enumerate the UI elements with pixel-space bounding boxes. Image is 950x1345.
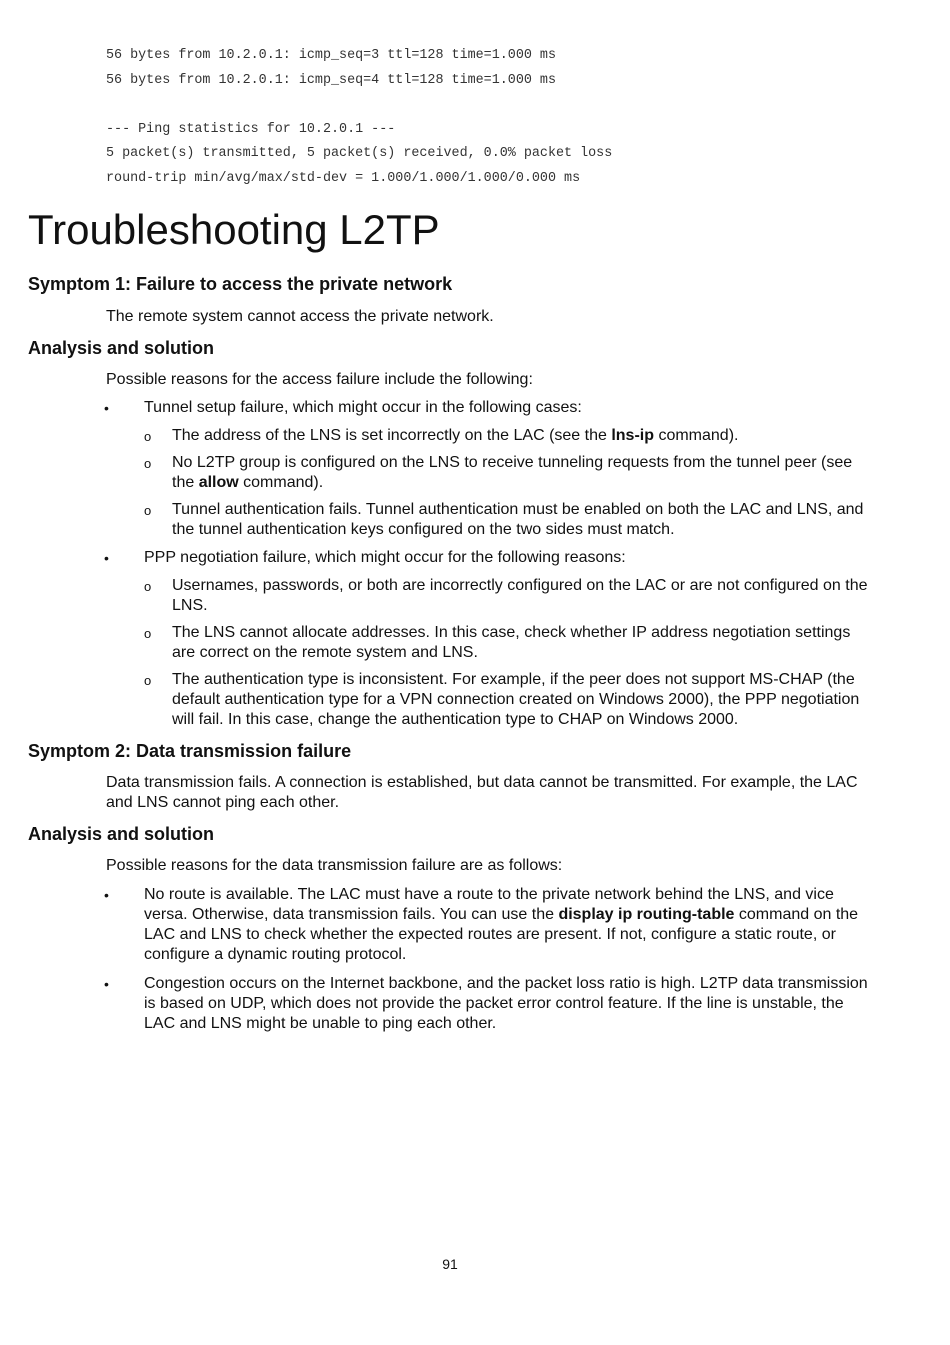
list-item: • PPP negotiation failure, which might occur for the following reasons: (144, 548, 874, 568)
list-item: • Congestion occurs on the Internet backbone, and the packet loss ratio is high. L2TP data transmission is based on UDP, which does not provide the packet error control feature. If the line is unstable, the LAC and LNS might be unable to ping each other. (144, 974, 874, 1034)
symptom2-text: Data transmission fails. A connection is established, but data cannot be transmitted. For example, the LAC and LNS cannot ping each other. (106, 774, 858, 811)
list-item: • No route is available. The LAC must have a route to the private network behind the LNS, and vice versa. Otherwise, data transmission fails. You can use the display ip routing-table command on the LAC and LNS to check whether the expected routes are present. If not, configure a static route, or configure a dynamic routing protocol. (144, 885, 874, 965)
symptom1-heading: Symptom 1: Failure to access the private network (28, 274, 453, 294)
analysis1-intro: Possible reasons for the access failure include the following: (106, 371, 533, 388)
page-number: 91 (442, 1256, 458, 1272)
analysis1-heading: Analysis and solution (28, 338, 215, 358)
sub-list-item: o Tunnel authentication fails. Tunnel authentication must be enabled on both the LAC and LNS, and the tunnel authentication keys configured on the two sides must match. (144, 501, 864, 538)
symptom2-heading: Symptom 2: Data transmission failure (28, 741, 352, 761)
code-blank-line (106, 95, 612, 120)
sub-list-item: o The authentication type is inconsistent. For example, if the peer does not support MS-CHAP (the default authentication type for a VPN connection created on Windows 2000), the PPP negotiation will fail. In this case, change the authentication type to CHAP on Windows 2000. (144, 671, 860, 728)
analysis2-heading: Analysis and solution (28, 824, 215, 844)
code-line: 56 bytes from 10.2.0.1: icmp_seq=3 ttl=128 time=1.000 ms (106, 48, 556, 63)
list-item: • Tunnel setup failure, which might occur in the following cases: (144, 398, 874, 418)
ping-output (106, 46, 612, 193)
code-line: --- Ping statistics for 10.2.0.1 --- (106, 121, 396, 137)
command-display-ip-routing-table: display ip routing-table (558, 906, 735, 923)
code-line: round-trip min/avg/max/std-dev = 1.000/1.000/1.000/0.000 ms (106, 170, 581, 186)
code-line: 5 packet(s) transmitted, 5 packet(s) received, 0.0% packet loss (106, 146, 613, 161)
command-lns-ip: lns-ip (611, 427, 654, 444)
sub-list-item: o The LNS cannot allocate addresses. In this case, check whether IP address negotiation settings are correct on the remote system and LNS. (144, 624, 851, 661)
analysis2-intro: Possible reasons for the data transmission failure are as follows: (106, 857, 563, 874)
sub-list-item: o No L2TP group is configured on the LNS to receive tunneling requests from the tunnel peer (see the allow command). (144, 454, 853, 491)
command-allow: allow (198, 474, 239, 491)
page-title: Troubleshooting L2TP (28, 206, 440, 253)
sub-list-item: o Usernames, passwords, or both are incorrectly configured on the LAC or are not configured on the LNS. (144, 577, 868, 614)
code-line: 56 bytes from 10.2.0.1: icmp_seq=4 ttl=128 time=1.000 ms (106, 72, 556, 88)
symptom1-text: The remote system cannot access the private network. (106, 308, 494, 325)
sub-list-item: o The address of the LNS is set incorrectly on the LAC (see the lns-ip command). (144, 427, 739, 444)
